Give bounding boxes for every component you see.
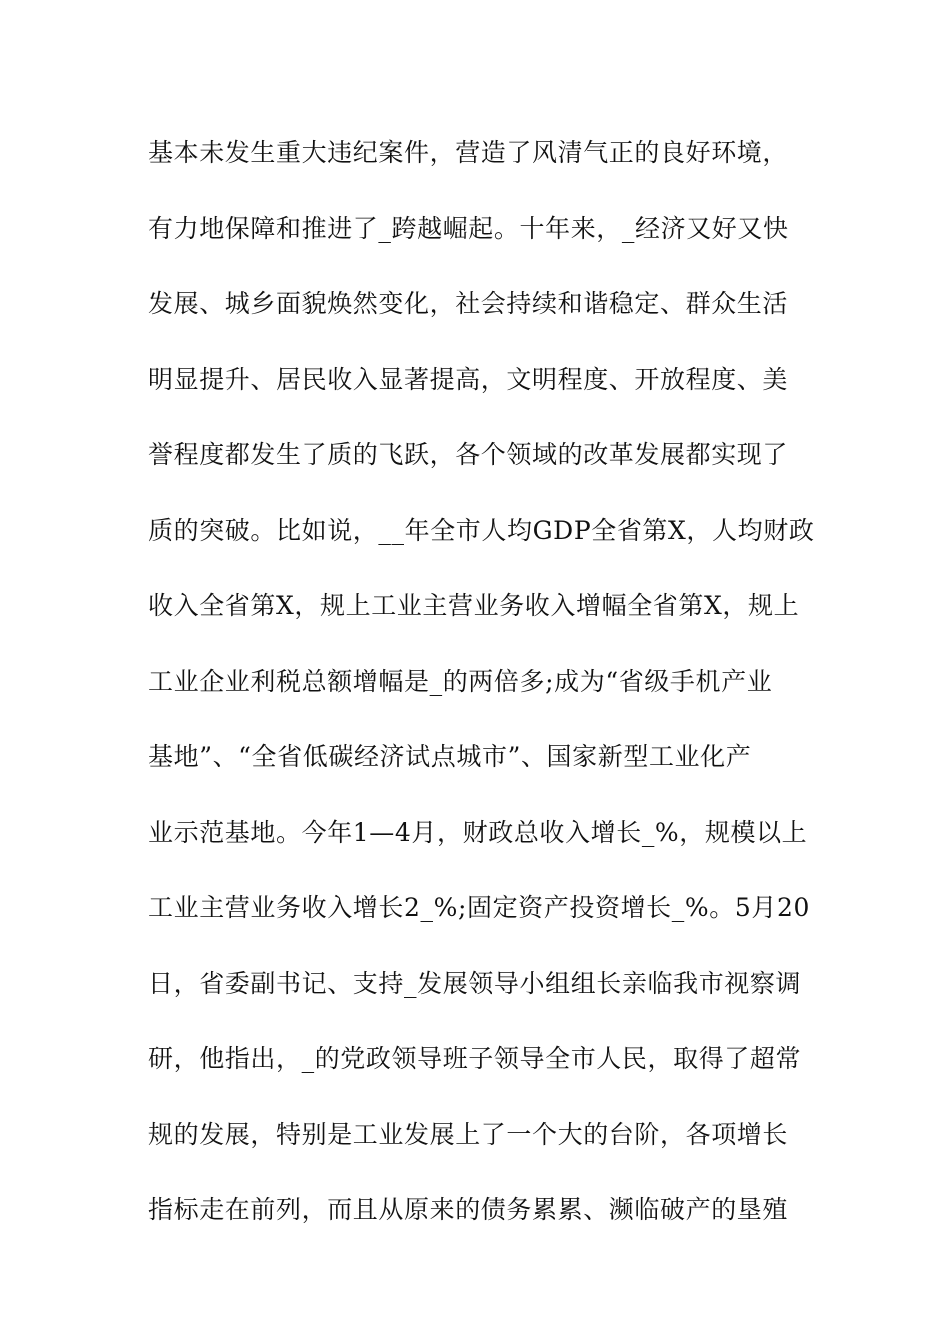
text-line: 基本未发生重大违纪案件，营造了风清气正的良好环境， [148, 138, 789, 167]
text-line: 明显提升、居民收入显著提高，文明程度、开放程度、美 [148, 364, 789, 394]
text-line: 规的发展，特别是工业发展上了一个大的台阶，各项增长 [148, 1119, 789, 1149]
text-line: 指标走在前列，而且从原来的债务累累、濒临破产的垦殖 [148, 1195, 789, 1224]
text-line: 工业企业利税总额增幅是_的两倍多;成为“省级手机产业 [148, 666, 773, 696]
text-line: 有力地保障和推进了_跨越崛起。十年来，_经济又好又快 [148, 213, 789, 243]
text-line: 研，他指出，_的党政领导班子领导全市人民，取得了超常 [148, 1044, 802, 1073]
text-line: 业示范基地。今年1—4月，财政总收入增长_%，规模以上 [148, 817, 808, 847]
text-line: 日，省委副书记、支持_发展领导小组组长亲临我市视察调 [148, 968, 802, 998]
text-line: 基地”、“全省低碳经济试点城市”、国家新型工业化产 [148, 742, 752, 771]
text-line: 质的突破。比如说，__年全市人均GDP全省第X，人均财政 [148, 515, 815, 545]
text-line: 誉程度都发生了质的飞跃，各个领域的改革发展都实现了 [148, 440, 789, 469]
text-line: 收入全省第X，规上工业主营业务收入增幅全省第X，规上 [148, 591, 800, 620]
body-text [148, 131, 815, 1264]
text-line: 工业主营业务收入增长2_%;固定资产投资增长_%。5月20 [148, 893, 810, 922]
text-line: 发展、城乡面貌焕然变化，社会持续和谐稳定、群众生活 [148, 289, 789, 318]
